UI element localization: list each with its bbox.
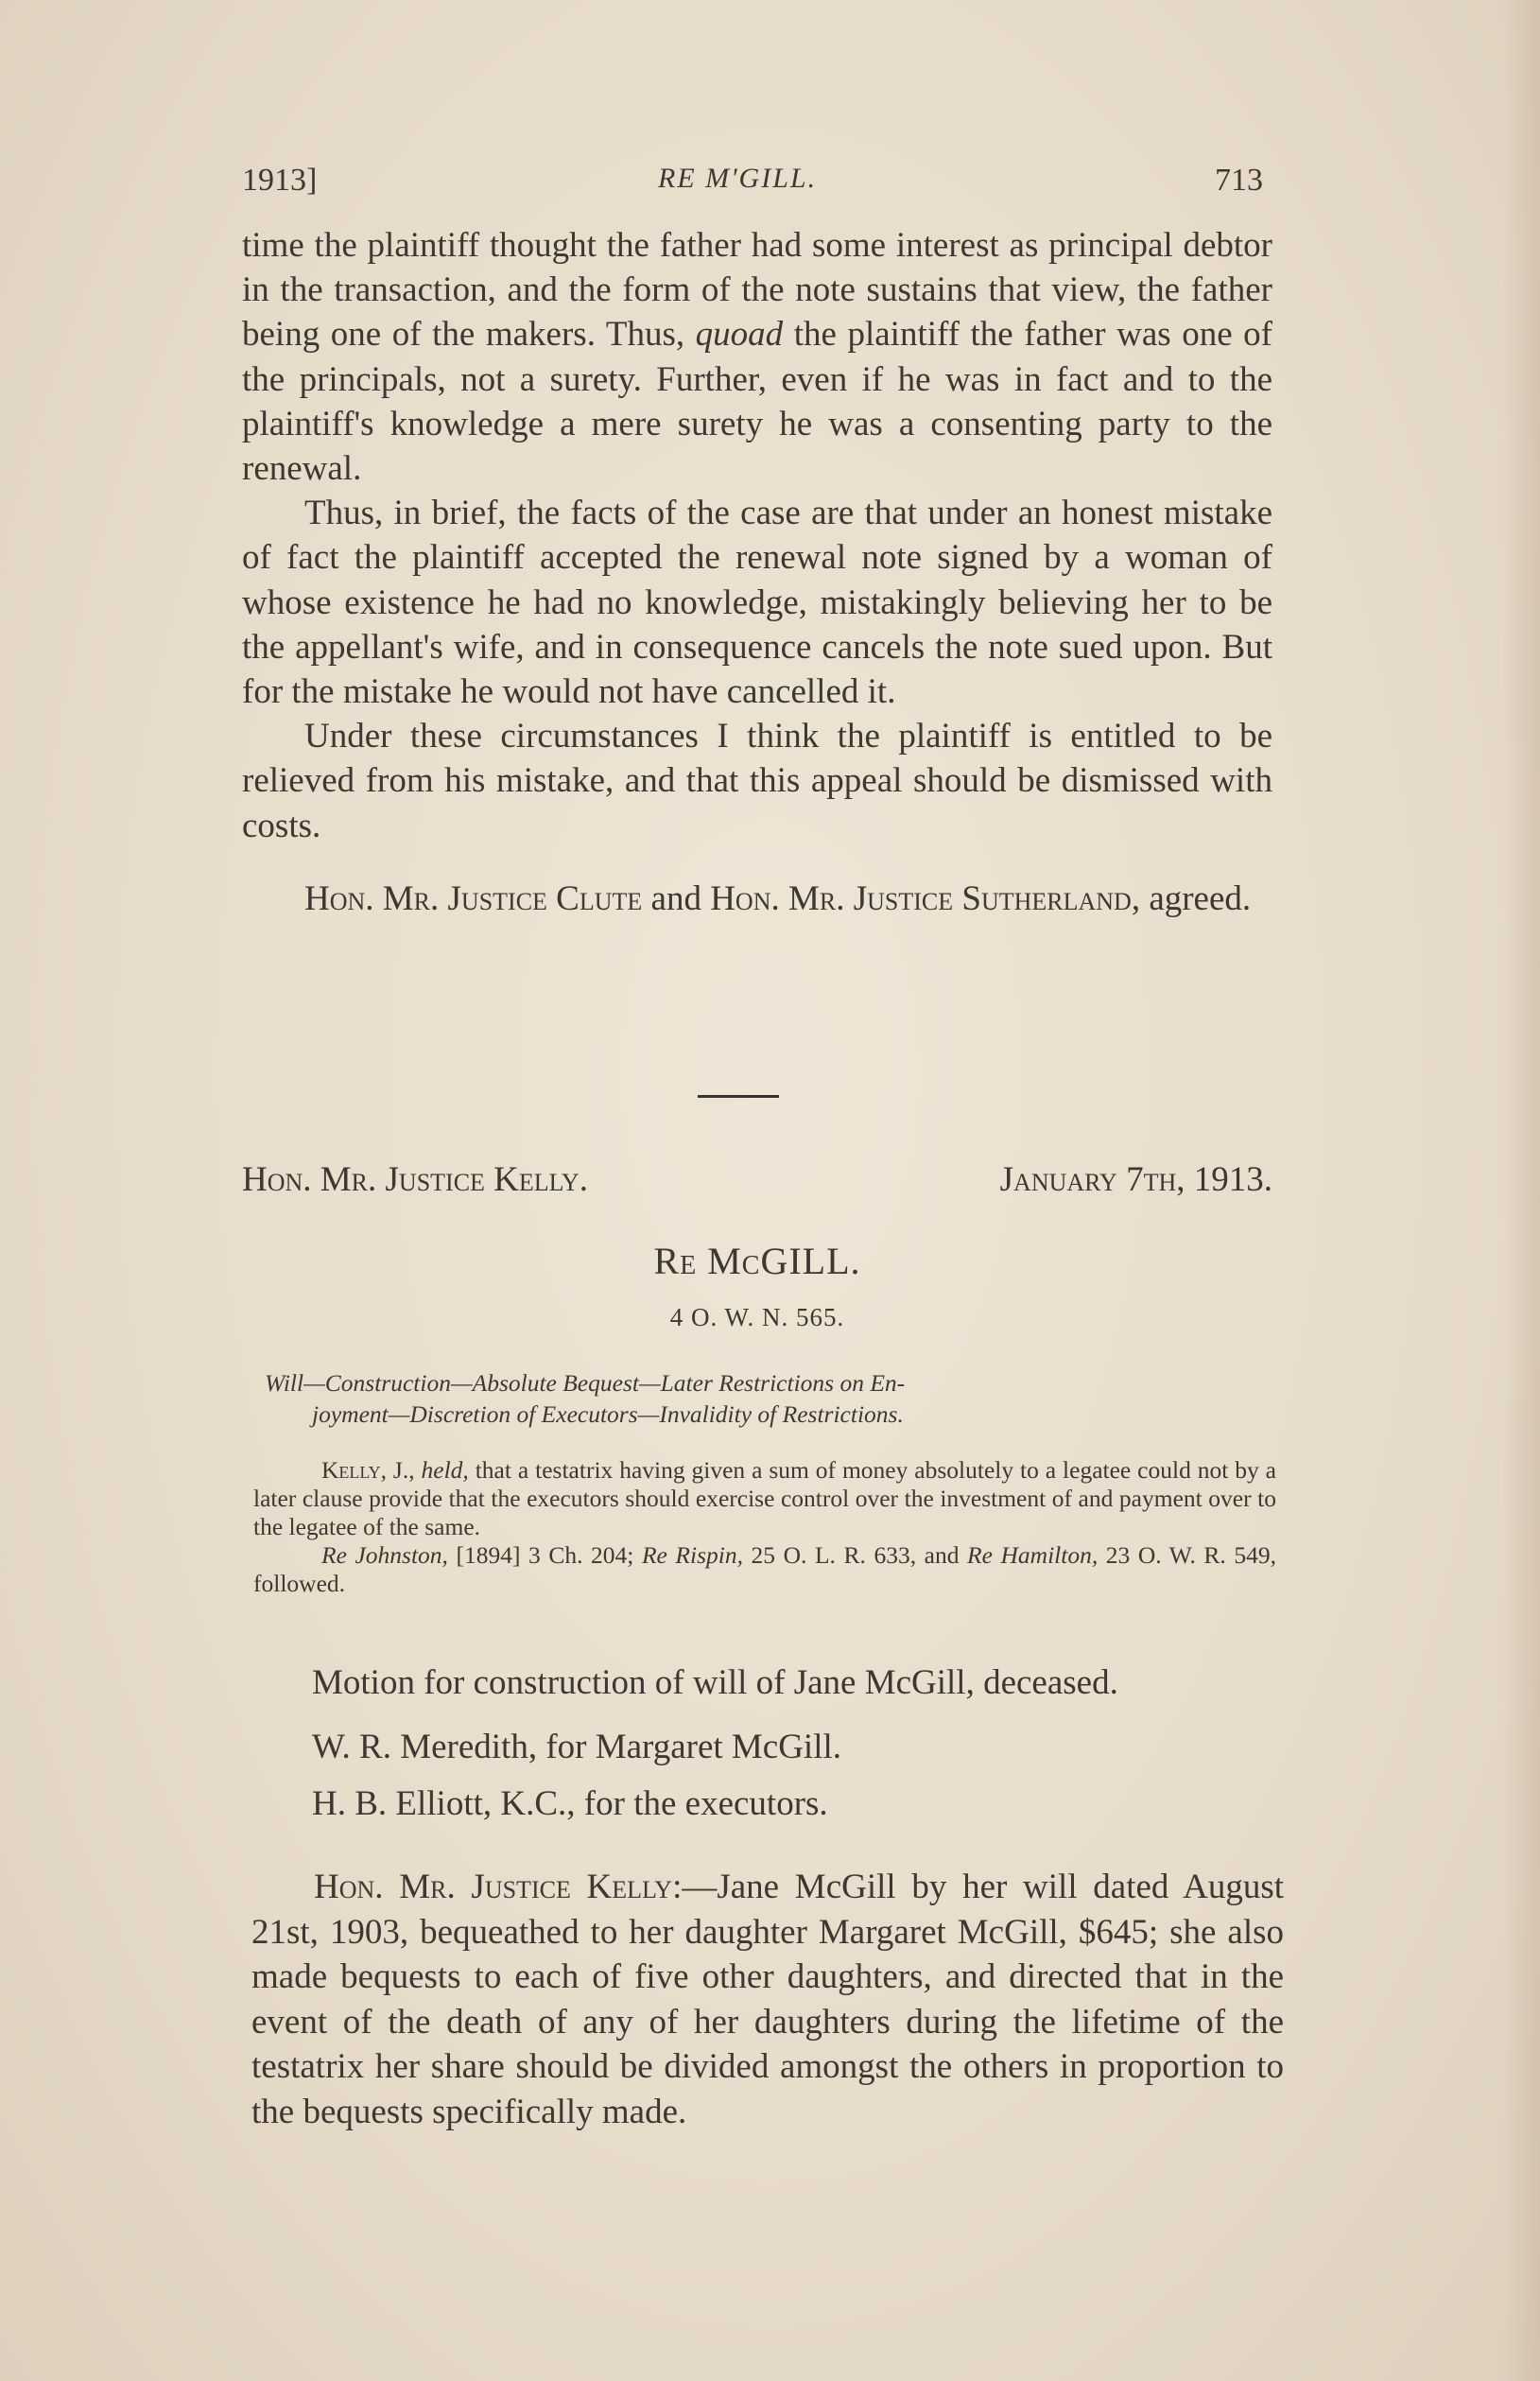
headnote — [253, 1456, 1276, 1598]
paragraph-3: Under these circumstances I think the plaintiff is entitled to be relieved from his mistake, and that this appeal should be dismissed with costs. — [242, 717, 1272, 845]
case-judge: Hon. Mr. Justice Kelly. — [242, 1160, 588, 1199]
cite-johnston: Re Johnston, — [321, 1541, 448, 1569]
judgment-speaker: Hon. Mr. Justice Kelly: — [314, 1868, 683, 1906]
judgment — [251, 1865, 1284, 2134]
para1-rest: the plaintiff the father was one of the principals, not a surety. Further, even if he was in fact and to the plaintiff's knowledge a mere surety he was a consenting party to the renewal. — [242, 315, 1272, 489]
cite-rispin: Re Rispin, — [641, 1541, 743, 1569]
paragraph-1 — [242, 223, 1272, 491]
headnote-authorities — [253, 1541, 1276, 1598]
cite-hamilton: Re Hamilton, — [967, 1541, 1099, 1569]
headnote-subject — [265, 1367, 1276, 1430]
subject-line-1: Will—Construction—Absolute Bequest—Later Restrictions on En- — [265, 1369, 906, 1397]
holding-text: that a testatrix having given a sum of money absolutely to a legatee could not by a later clause provide that the executors should exercise control over the investment of and payment over to the legatee of the same. — [253, 1456, 1277, 1540]
case-date: January 7th, 1913. — [999, 1160, 1272, 1199]
motion-statement: Motion for construction of will of Jane McGill, deceased. — [312, 1663, 1118, 1702]
judgment-text: —Jane McGill by her will dated August 21st, 1903, bequeathed to her daughter Margaret McGill, $645; she also made bequests to each of five other daughters, and directed that in the event of the death of any of her daughters during the lifetime of the testatrix her share should be divided amongst the others in proportion to the bequests specifically made. — [251, 1868, 1284, 2131]
para1-italic: quoad — [695, 315, 784, 355]
case-citation: 4 O. W. N. 565. — [669, 1303, 845, 1331]
judge-sutherland: Hon. Mr. Justice Sutherland — [710, 878, 1132, 918]
opinion-continuation — [242, 223, 1272, 921]
page-header — [242, 163, 1272, 200]
page-edge-shadow — [1502, 0, 1540, 2381]
headnote-holding — [253, 1456, 1276, 1541]
page-number: 713 — [1215, 163, 1263, 198]
section-divider — [698, 1095, 779, 1098]
judges-agreed: , agreed. — [1131, 878, 1252, 918]
para1-text: time the plaintiff thought the father had some interest as principal debtor in the transaction, and the form of the note sustains that view, the father being one of the makers. Thus, — [242, 226, 1272, 355]
holding-judge: Kelly, J., — [321, 1456, 415, 1484]
cite-rispin-ref: 25 O. L. R. 633, and — [742, 1541, 968, 1569]
paragraph-2: Thus, in brief, the facts of the case are that under an honest mistake of fact the plaintiff accepted the renewal note signed by a woman of whose existence he had no knowledge, mistakingly believing her to be the appellant's wife, and in consequence cancels the note sued upon. But for the mistake he would not have cancelled it. — [242, 494, 1272, 712]
judgment-paragraph — [251, 1865, 1284, 2134]
running-title: RE M'GILL. — [658, 163, 818, 194]
cite-hamilton-ref: 23 O. W. R. 549, followed. — [253, 1541, 1276, 1597]
holding-held: held, — [414, 1456, 469, 1484]
cite-johnston-ref: [1894] 3 Ch. 204; — [447, 1541, 642, 1569]
judge-clute: Hon. Mr. Justice Clute — [304, 878, 643, 918]
subject-line-2: joyment—Discretion of Executors—Invalidity of Restrictions. — [312, 1400, 904, 1428]
concurring-judges — [242, 877, 1272, 921]
counsel-executors: H. B. Elliott, K.C., for the executors. — [312, 1784, 828, 1823]
counsel-plaintiff: W. R. Meredith, for Margaret McGill. — [312, 1728, 842, 1766]
case-title: Re McGILL. — [653, 1240, 861, 1282]
header-year: 1913] — [242, 163, 318, 198]
judges-and: and — [642, 878, 711, 918]
case-judge-date — [242, 1159, 1272, 1207]
